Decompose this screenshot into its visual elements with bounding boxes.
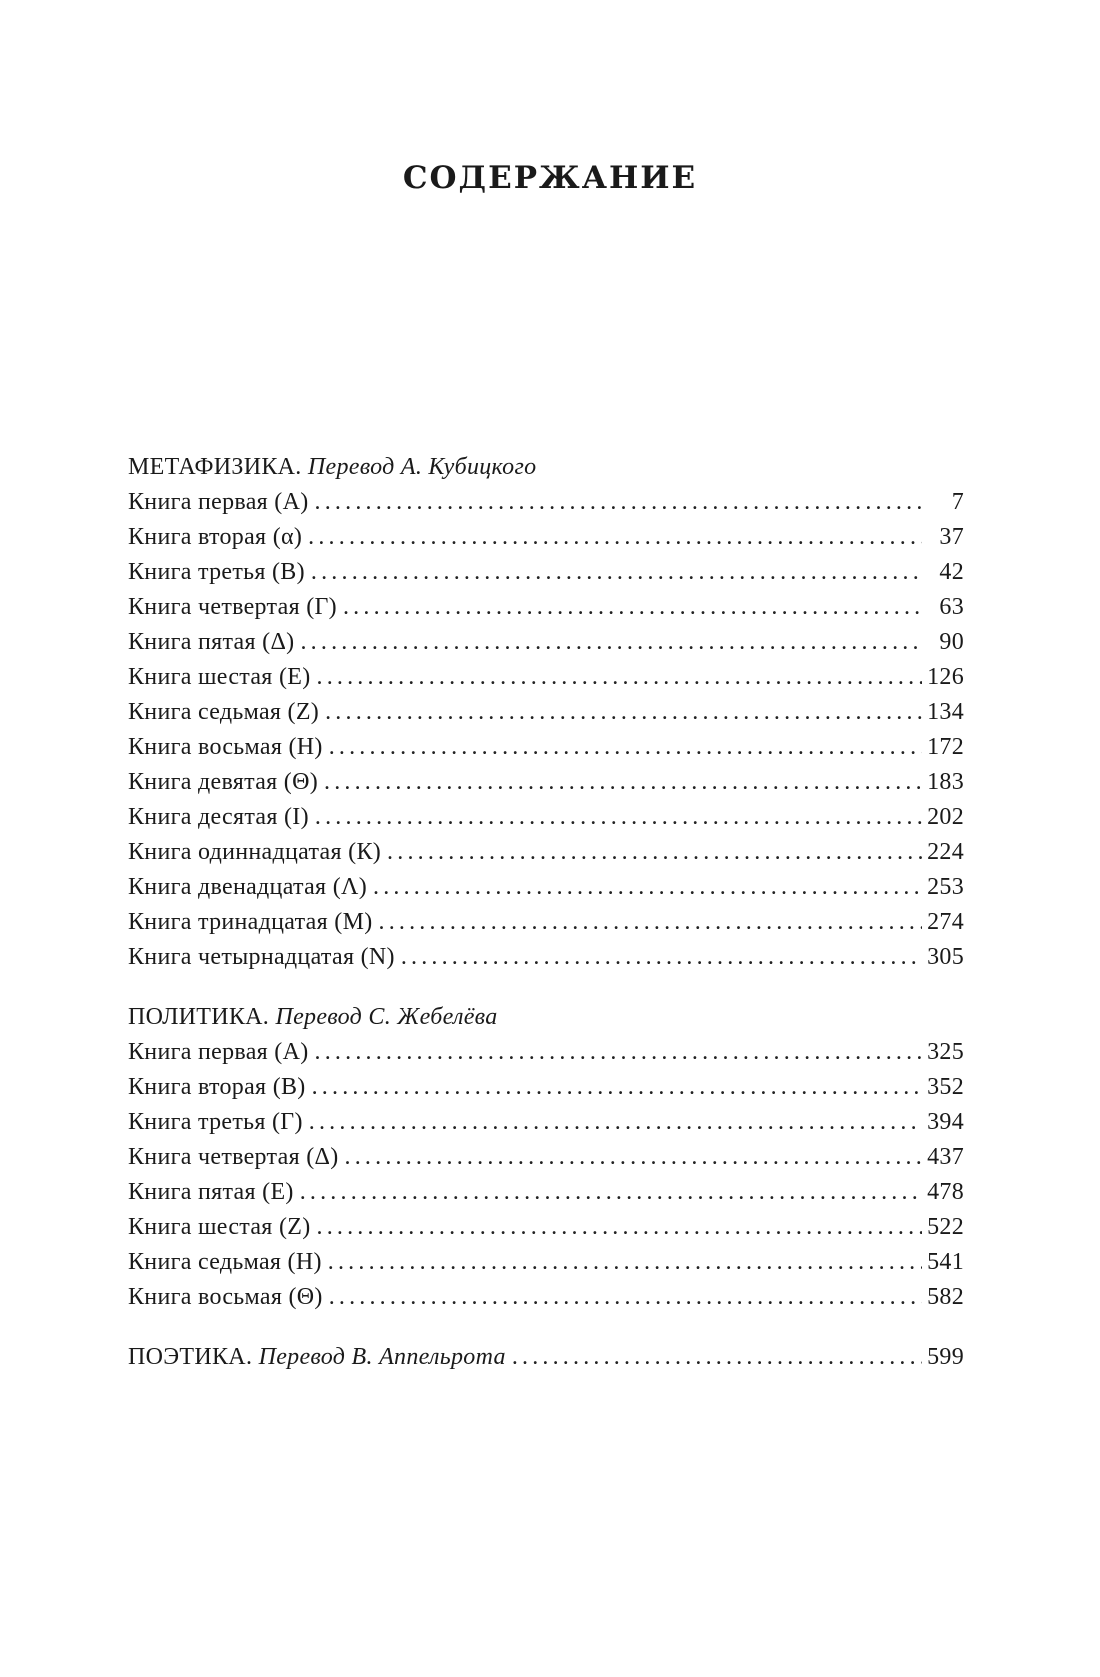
dot-leader	[325, 697, 922, 727]
dot-leader	[315, 487, 922, 517]
toc-entry[interactable]	[128, 907, 964, 937]
toc-entry-label: Книга восьмая (Н)	[128, 734, 323, 760]
toc-entry[interactable]	[128, 942, 964, 972]
dot-leader	[308, 522, 922, 552]
dot-leader	[315, 1037, 922, 1067]
toc-entry[interactable]	[128, 662, 964, 692]
toc-entry[interactable]	[128, 1072, 964, 1102]
toc-entry-page: 90	[939, 629, 964, 655]
toc-entry-label: Книга третья (В)	[128, 559, 305, 585]
toc-entry-page: 305	[927, 944, 964, 970]
toc-entry-page: 37	[939, 524, 964, 550]
toc-entry-page: 352	[927, 1074, 964, 1100]
toc-entry-page: 253	[927, 874, 964, 900]
toc-entry[interactable]	[128, 1107, 964, 1137]
toc-entry-page: 63	[939, 594, 964, 620]
toc-entry[interactable]	[128, 697, 964, 727]
section-heading-metaphysics	[128, 452, 536, 482]
toc-entry[interactable]	[128, 592, 964, 622]
dot-leader	[512, 1342, 922, 1372]
section-heading-poetics[interactable]	[128, 1342, 964, 1372]
toc-entry-label: Книга четвертая (Г)	[128, 594, 337, 620]
dot-leader	[329, 1282, 922, 1312]
toc-entry-page: 582	[927, 1284, 964, 1310]
dot-leader	[300, 1177, 922, 1207]
page-title: СОДЕРЖАНИЕ	[402, 160, 698, 196]
toc-entry-page: 224	[927, 839, 964, 865]
dot-leader	[317, 662, 923, 692]
toc-entry[interactable]	[128, 1282, 964, 1312]
toc-entry-page: 325	[927, 1039, 964, 1065]
toc-entry-label: Книга седьмая (Н)	[128, 1249, 322, 1275]
toc-entry-page: 126	[927, 664, 964, 690]
toc-entry-label: Книга первая (А)	[128, 489, 309, 515]
toc-entry-page: 599	[927, 1344, 964, 1370]
toc-entry[interactable]	[128, 522, 964, 552]
toc-entry-label: Книга восьмая (Θ)	[128, 1284, 323, 1310]
toc-entry[interactable]	[128, 627, 964, 657]
dot-leader	[373, 872, 922, 902]
toc-entry-label: Книга седьмая (Z)	[128, 699, 320, 725]
toc-entry-label: Книга вторая (В)	[128, 1074, 306, 1100]
section-title: ПОЛИТИКА.	[128, 1004, 270, 1030]
toc-entry-label: Книга пятая (Е)	[128, 1179, 294, 1205]
toc-entry-label: Книга двенадцатая (Λ)	[128, 874, 367, 900]
toc-entry-page: 541	[927, 1249, 964, 1275]
toc-entry-page: 394	[927, 1109, 964, 1135]
toc-entry-page: 42	[939, 559, 964, 585]
toc-entry-label: Книга шестая (Е)	[128, 664, 311, 690]
toc-entry-label: Книга четырнадцатая (N)	[128, 944, 395, 970]
toc-entry[interactable]	[128, 1247, 964, 1277]
dot-leader	[300, 627, 922, 657]
toc-entry-label	[128, 1342, 506, 1372]
toc-entry[interactable]	[128, 487, 964, 517]
toc-entry[interactable]	[128, 557, 964, 587]
dot-leader	[317, 1212, 923, 1242]
toc-entry[interactable]	[128, 802, 964, 832]
toc-entry-page: 7	[951, 489, 964, 515]
toc-entry-page: 134	[927, 699, 964, 725]
toc-entry-label: Книга вторая (α)	[128, 524, 303, 550]
toc-entry[interactable]	[128, 872, 964, 902]
toc-entry-label: Книга десятая (I)	[128, 804, 309, 830]
dot-leader	[324, 767, 922, 797]
dot-leader	[312, 1072, 922, 1102]
toc-entry[interactable]	[128, 1142, 964, 1172]
toc-entry[interactable]	[128, 1212, 964, 1242]
toc-entry-page: 478	[927, 1179, 964, 1205]
toc-entry[interactable]	[128, 837, 964, 867]
dot-leader	[401, 942, 922, 972]
toc-entry-label: Книга четвертая (Δ)	[128, 1144, 339, 1170]
section-title: ПОЭТИКА.	[128, 1344, 253, 1370]
section-translator: Перевод А. Кубицкого	[307, 454, 537, 480]
dot-leader	[345, 1142, 922, 1172]
toc-entry[interactable]	[128, 1177, 964, 1207]
toc-entry-label: Книга третья (Г)	[128, 1109, 303, 1135]
toc-entry[interactable]	[128, 767, 964, 797]
section-translator: Перевод С. Жебелёва	[275, 1004, 498, 1030]
section-translator: Перевод В. Аппельрота	[258, 1344, 506, 1370]
toc-entry[interactable]	[128, 732, 964, 762]
toc-entry-label: Книга первая (А)	[128, 1039, 309, 1065]
toc-entry-label: Книга девятая (Θ)	[128, 769, 318, 795]
toc-entry[interactable]	[128, 1037, 964, 1067]
toc-entry-label: Книга шестая (Z)	[128, 1214, 311, 1240]
dot-leader	[309, 1107, 922, 1137]
dot-leader	[311, 557, 922, 587]
toc-entry-label: Книга тринадцатая (М)	[128, 909, 373, 935]
dot-leader	[387, 837, 922, 867]
dot-leader	[328, 1247, 922, 1277]
toc-entry-page: 202	[927, 804, 964, 830]
section-title: МЕТАФИЗИКА.	[128, 454, 302, 480]
toc-entry-page: 274	[927, 909, 964, 935]
dot-leader	[315, 802, 922, 832]
toc-entry-page: 522	[927, 1214, 964, 1240]
toc-entry-label: Книга пятая (Δ)	[128, 629, 295, 655]
toc-entry-page: 437	[927, 1144, 964, 1170]
dot-leader	[329, 732, 922, 762]
toc-entry-label: Книга одиннадцатая (К)	[128, 839, 382, 865]
toc-entry-page: 183	[927, 769, 964, 795]
section-heading-politics	[128, 1002, 498, 1032]
toc-entry-page: 172	[927, 734, 964, 760]
dot-leader	[379, 907, 923, 937]
dot-leader	[343, 592, 922, 622]
